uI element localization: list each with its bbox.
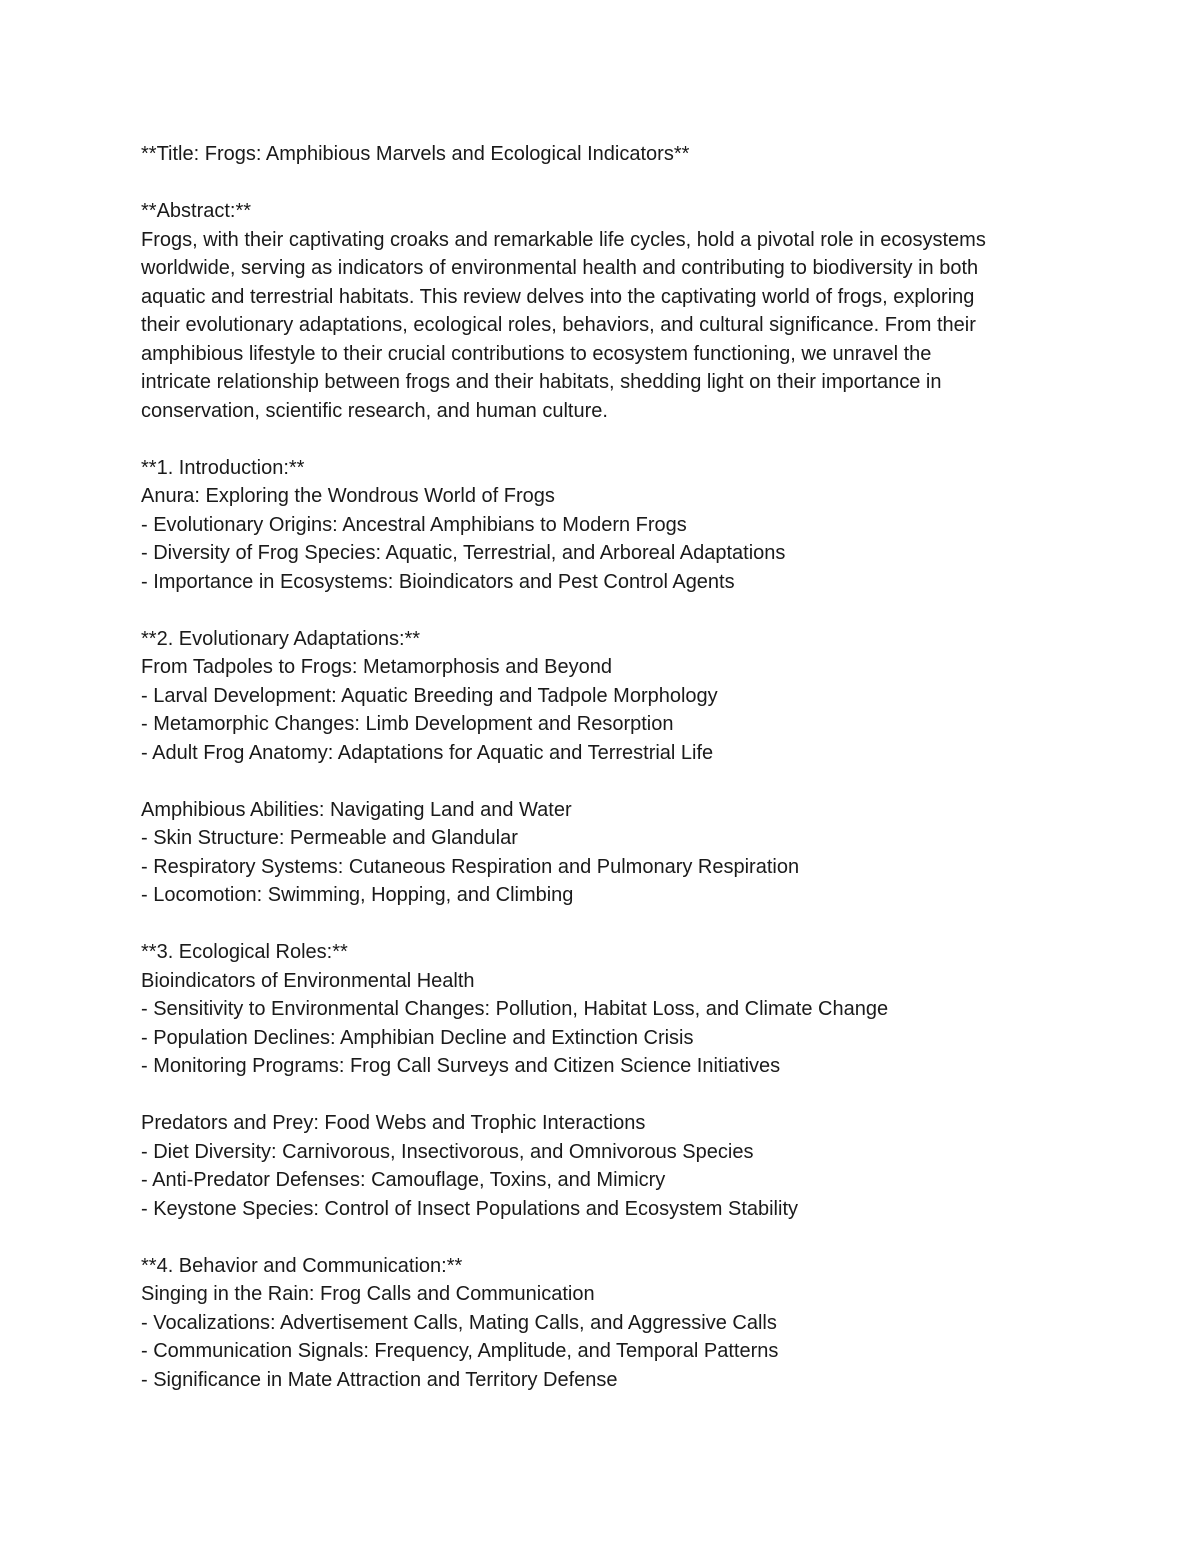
spacer [141,1081,1081,1110]
bullet-item: - Anti-Predator Defenses: Camouflage, Toxins, and Mimicry [141,1169,666,1191]
spacer [141,910,1081,939]
spacer [141,767,1081,796]
bullet-item: - Skin Structure: Permeable and Glandular [141,827,518,849]
subheading: Singing in the Rain: Frog Calls and Communication [141,1283,595,1305]
spacer [141,596,1081,625]
bullet-item: - Sensitivity to Environmental Changes: Pollution, Habitat Loss, and Climate Change [141,998,889,1020]
abstract-heading: **Abstract:** [141,200,252,222]
abstract-line: amphibious lifestyle to their crucial contributions to ecosystem functioning, we unravel the [141,342,932,365]
document-page [141,140,1081,1394]
bullet-item: - Evolutionary Origins: Ancestral Amphibians to Modern Frogs [141,513,687,536]
section-heading: **2. Evolutionary Adaptations:** [141,627,421,650]
bullet-item: - Communication Signals: Frequency, Amplitude, and Temporal Patterns [141,1340,779,1362]
bullet-item: - Locomotion: Swimming, Hopping, and Climbing [141,884,574,906]
bullet-item: - Larval Development: Aquatic Breeding and Tadpole Morphology [141,684,718,707]
bullet-item: - Importance in Ecosystems: Bioindicators and Pest Control Agents [141,570,735,593]
bullet-item: - Significance in Mate Attraction and Territory Defense [141,1368,618,1391]
section-heading: **4. Behavior and Communication:** [141,1254,463,1277]
subheading: Anura: Exploring the Wondrous World of Frogs [141,485,555,507]
section-heading: **1. Introduction:** [141,456,305,479]
subheading: Bioindicators of Environmental Health [141,969,475,992]
bullet-item: - Keystone Species: Control of Insect Populations and Ecosystem Stability [141,1197,799,1220]
section-heading: **3. Ecological Roles:** [141,941,348,963]
abstract-line: Frogs, with their captivating croaks and remarkable life cycles, hold a pivotal role in ecosystems [141,228,986,251]
bullet-item: - Population Declines: Amphibian Decline and Extinction Crisis [141,1026,694,1049]
bullet-item: - Respiratory Systems: Cutaneous Respiration and Pulmonary Respiration [141,855,800,878]
bullet-item: - Adult Frog Anatomy: Adaptations for Aquatic and Terrestrial Life [141,741,714,764]
subheading: Predators and Prey: Food Webs and Trophic Interactions [141,1112,646,1134]
abstract-line: conservation, scientific research, and human culture. [141,399,608,422]
bullet-item: - Diversity of Frog Species: Aquatic, Terrestrial, and Arboreal Adaptations [141,542,786,564]
bullet-item: - Monitoring Programs: Frog Call Surveys and Citizen Science Initiatives [141,1055,781,1077]
spacer [141,425,1081,454]
abstract-line: worldwide, serving as indicators of environmental health and contributing to biodiversity in both [141,257,979,279]
subheading: Amphibious Abilities: Navigating Land and Water [141,798,572,821]
abstract-line: intricate relationship between frogs and their habitats, shedding light on their importance in [141,371,942,393]
bullet-item: - Diet Diversity: Carnivorous, Insectivorous, and Omnivorous Species [141,1140,754,1163]
spacer [141,169,1081,198]
bullet-item: - Vocalizations: Advertisement Calls, Mating Calls, and Aggressive Calls [141,1311,777,1334]
abstract-line: aquatic and terrestrial habitats. This review delves into the captivating world of frogs, exploring [141,285,975,308]
bullet-item: - Metamorphic Changes: Limb Development and Resorption [141,713,674,735]
abstract-line: their evolutionary adaptations, ecological roles, behaviors, and cultural significance. From their [141,314,976,336]
subheading: From Tadpoles to Frogs: Metamorphosis and Beyond [141,656,612,678]
spacer [141,1223,1081,1252]
document-title: **Title: Frogs: Amphibious Marvels and Ecological Indicators** [141,143,690,165]
